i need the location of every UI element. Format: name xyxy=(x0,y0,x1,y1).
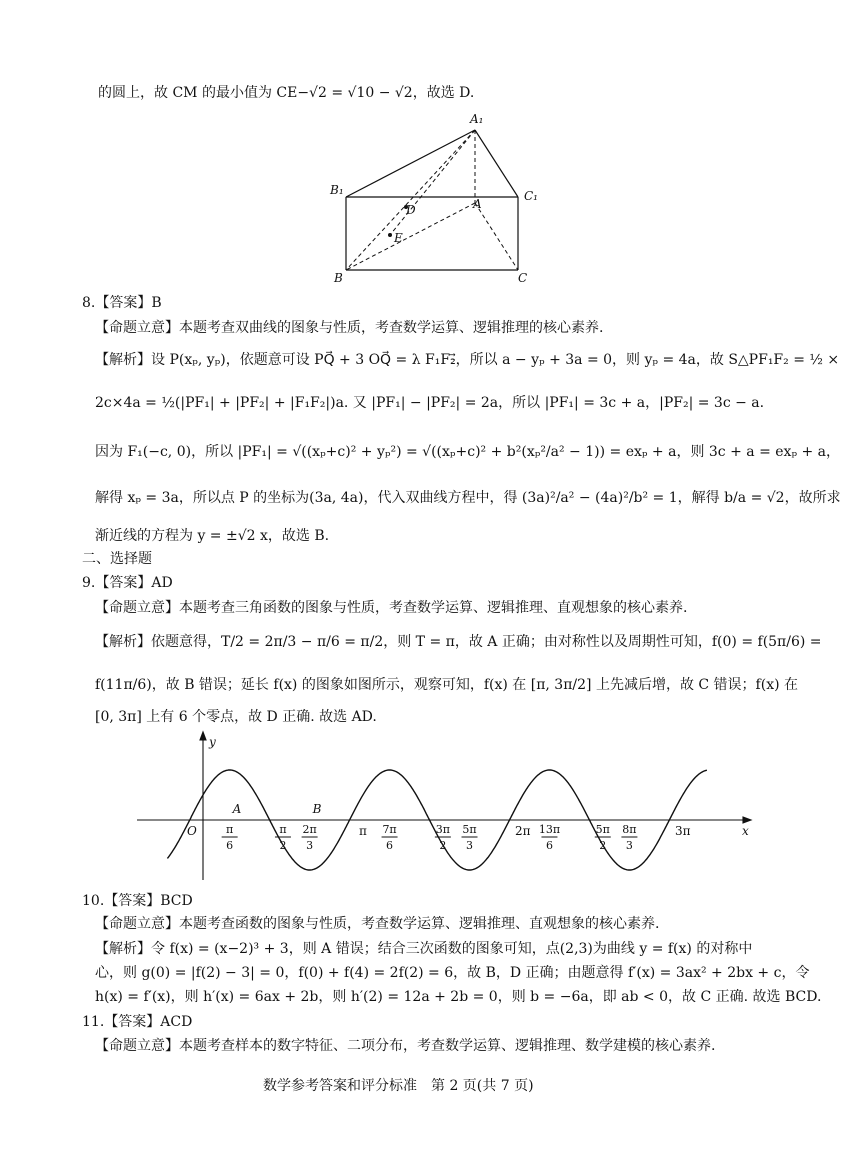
x-tick-label xyxy=(435,823,451,852)
tick-numerator: π xyxy=(279,823,287,836)
tick-numerator: 13π xyxy=(538,823,561,836)
page-footer: 数学参考答案和评分标准 第 2 页(共 7 页) xyxy=(263,1078,534,1094)
label-B1: B₁ xyxy=(330,183,344,197)
q10-line-2: 心，则 g(0) = |f(2) − 3| = 0，f(0) + f(4) = 2f(2) = 6，故 B，D 正确；由题意得 f′(x) = 3ax² + 2bx + c，令 xyxy=(95,965,810,981)
x-tick-label xyxy=(302,823,318,852)
x-tick-label xyxy=(222,823,238,852)
q10-intent: 【命题立意】本题考查函数的图象与性质，考查数学运算、逻辑推理、直观想象的核心素养. xyxy=(95,916,660,932)
q8-line-4: 解得 xₚ = 3a，所以点 P 的坐标为(3a, 4a)，代入双曲线方程中，得 (3a)²/a² − (4a)²/b² = 1，解得 b/a = √2，故所求 xyxy=(95,490,841,506)
label-C: C xyxy=(518,271,528,285)
y-axis-arrow xyxy=(200,732,206,740)
y-axis-label: y xyxy=(209,735,216,749)
q9-line-2: f(11π/6)，故 B 错误；延长 f(x) 的图象如图所示，观察可知，f(x) 在 [π, 3π/2] 上先减后增，故 C 错误；f(x) 在 xyxy=(95,677,799,693)
label-C1: C₁ xyxy=(524,189,538,203)
tick-text: π xyxy=(358,824,367,838)
x-tick-label xyxy=(675,824,691,838)
tick-denominator: 2 xyxy=(279,839,287,852)
q8-intent: 【命题立意】本题考查双曲线的图象与性质，考查数学运算、逻辑推理的核心素养. xyxy=(95,320,604,336)
x-tick-label xyxy=(462,823,478,852)
tick-denominator: 2 xyxy=(439,839,447,852)
tick-denominator: 3 xyxy=(466,839,474,852)
q8-line-3: 因为 F₁(−c, 0)，所以 |PF₁| = √((xₚ+c)² + yₚ²) = √((xₚ+c)² + b²(xₚ²/a² − 1)) = exₚ + a，则 3c + a = exₚ + a， xyxy=(95,444,841,460)
tick-denominator: 6 xyxy=(386,839,394,852)
tick-text: 2π xyxy=(515,824,531,838)
tick-denominator: 6 xyxy=(226,839,234,852)
q9-answer: 9.【答案】AD xyxy=(82,575,173,591)
x-tick-label xyxy=(621,823,637,852)
x-tick-label xyxy=(275,823,291,852)
tick-numerator: 8π xyxy=(622,823,637,836)
intro-line: 的圆上，故 CM 的最小值为 CE−√2 = √10 − √2，故选 D. xyxy=(98,85,475,101)
x-tick-label xyxy=(515,824,531,838)
origin-label: O xyxy=(187,824,197,838)
q10-line-3: h(x) = f′(x)，则 h′(x) = 6ax + 2b，则 h′(2) = 12a + 2b = 0，则 b = −6a，即 ab < 0，故 C 正确. 故选 BCD. xyxy=(95,989,822,1005)
tick-numerator: 5π xyxy=(462,823,477,836)
label-D: D xyxy=(406,203,416,217)
q9-intent: 【命题立意】本题考查三角函数的图象与性质，考查数学运算、逻辑推理、直观想象的核心素养. xyxy=(95,600,688,616)
tick-numerator: 7π xyxy=(382,823,397,836)
prism-figure xyxy=(320,108,560,288)
tick-numerator: 5π xyxy=(595,823,610,836)
label-B: B xyxy=(334,271,343,285)
q8-line-2: 2c×4a = ½(|PF₁| + |PF₂| + |F₁F₂|)a. 又 |PF₁| − |PF₂| = 2a，所以 |PF₁| = 3c + a，|PF₂| = 3c − a. xyxy=(95,395,765,411)
point-label: A xyxy=(232,802,242,816)
section-title: 二、选择题 xyxy=(82,551,152,567)
q10-line-1: 【解析】令 f(x) = (x−2)³ + 3，则 A 错误；结合三次函数的图象可知，点(2,3)为曲线 y = f(x) 的对称中 xyxy=(95,941,753,957)
tick-denominator: 3 xyxy=(625,839,633,852)
q10-answer: 10.【答案】BCD xyxy=(82,893,193,909)
q9-line-3: [0, 3π] 上有 6 个零点，故 D 正确. 故选 AD. xyxy=(95,709,377,725)
tick-denominator: 2 xyxy=(599,839,607,852)
q9-line-1: 【解析】依题意得，T/2 = 2π/3 − π/6 = π/2，则 T = π，故 A 正确；由对称性以及周期性可知，f(0) = f(5π/6) = xyxy=(95,634,822,650)
tick-denominator: 3 xyxy=(306,839,314,852)
x-tick-label xyxy=(359,824,367,838)
x-axis-label: x xyxy=(742,824,749,838)
tick-numerator: 3π xyxy=(435,823,450,836)
q11-intent: 【命题立意】本题考查样本的数字特征、二项分布，考查数学运算、逻辑推理、数学建模的核心素养. xyxy=(95,1038,716,1054)
tick-denominator: 6 xyxy=(545,839,553,852)
x-tick-label xyxy=(595,823,611,852)
x-tick-label xyxy=(539,823,560,852)
x-axis-arrow xyxy=(743,817,751,823)
label-A: A xyxy=(473,197,482,211)
q8-line-5: 渐近线的方程为 y = ±√2 x，故选 B. xyxy=(95,528,330,544)
x-tick-label xyxy=(382,823,398,852)
tick-numerator: 2π xyxy=(302,823,317,836)
label-E: E xyxy=(394,231,403,245)
tick-numerator: π xyxy=(226,823,234,836)
tick-text: 3π xyxy=(674,824,691,838)
q8-answer: 8.【答案】B xyxy=(82,295,162,311)
label-A1: A₁ xyxy=(470,112,484,126)
q11-answer: 11.【答案】ACD xyxy=(82,1014,193,1030)
sine-chart xyxy=(125,730,765,890)
point-label: B xyxy=(312,802,322,816)
q8-line-1: 【解析】设 P(xₚ, yₚ)，依题意可设 PQ⃗ + 3 OQ⃗ = λ F₁F₂⃗，所以 a − yₚ + 3a = 0，则 yₚ = 4a，故 S△PF₁F₂ = ½ × xyxy=(95,352,840,368)
